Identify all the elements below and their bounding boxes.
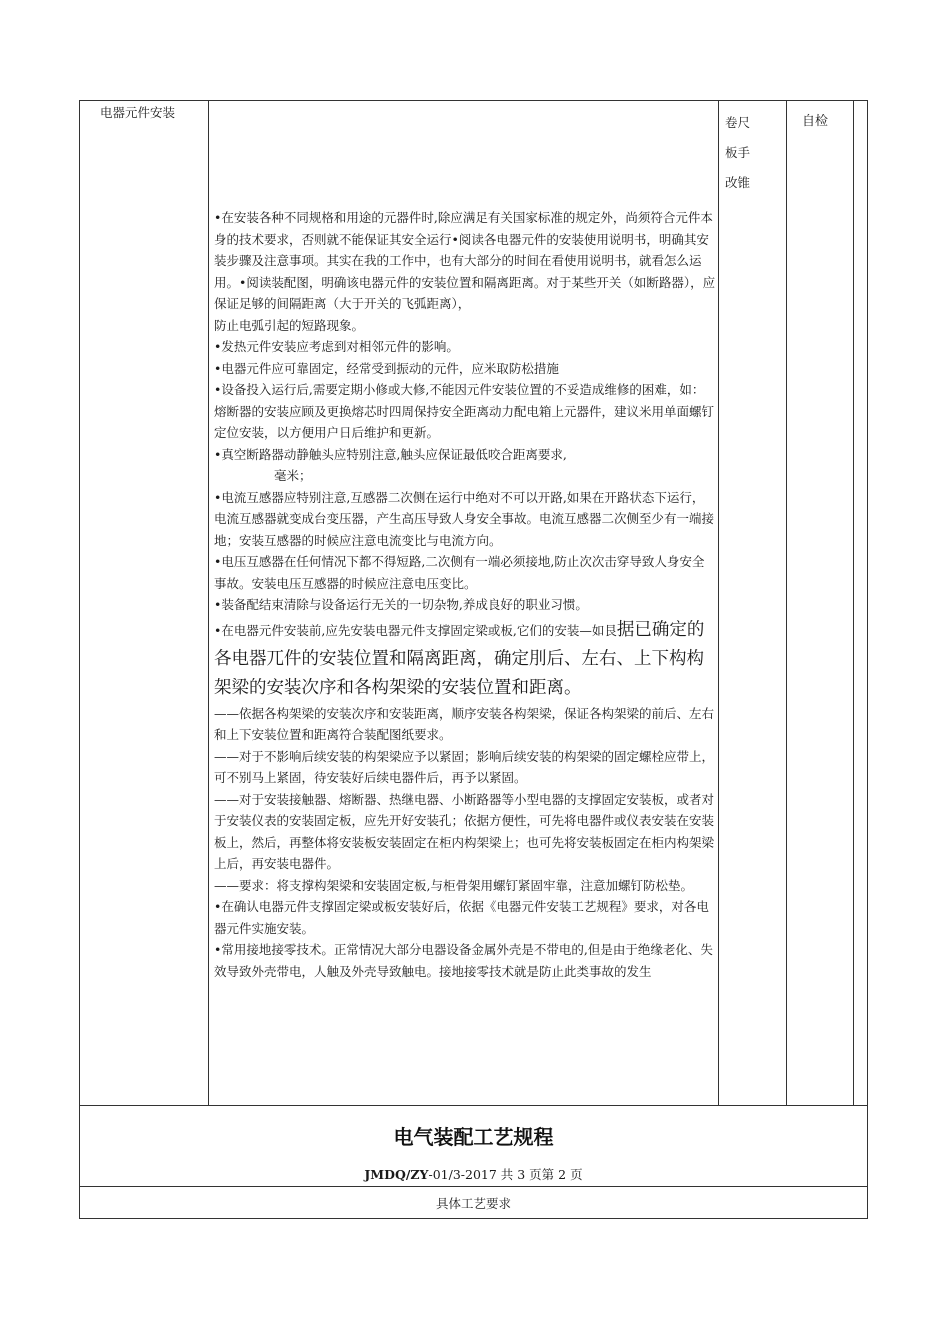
paragraph: ——依据各构架梁的安装次序和安装距离，顺序安装各构架梁，保证各构架梁的前后、左右和上下安装位置和距离符合装配图纸要求。 — [214, 705, 715, 742]
tool-item: 板手 — [725, 145, 751, 160]
paragraph: ——对于安装接触器、熔断器、热继电器、小断路器等小型电器的支撑固定安装板，或者对于安装仪表的安装固定板，应先开好安装孔；依据方便性，可先将电器件或仪表安装在安装板上，然后，再整体将安装板安装固定在柜内构架梁上；也可先将安装板固定在柜内构架梁上后，再安装电器件。 — [214, 791, 715, 871]
paragraph: ——要求：将支撑构架梁和安装固定板,与柜骨架用螺钉紧固牢靠，注意加螺钉防松垫。 — [214, 877, 693, 893]
tool-item: 卷尺 — [725, 115, 751, 130]
section-header: 具体工艺要求 — [435, 1196, 511, 1211]
tool-item: 改锥 — [725, 175, 751, 190]
paragraph: •电器元件应可靠固定，经常受到振动的元件，应米取防松措施 — [214, 360, 559, 376]
row-divider — [79, 1186, 868, 1187]
paragraph: •电压互感器在任何情况下都不得短路,二次侧有一端必须接地,防止次次击穿导致人身安全事故。安装电压互感器的时候应注意电压变比。 — [214, 554, 705, 591]
document-code-prefix: JMDQ/ZY — [364, 1167, 429, 1182]
paragraph: •电流互感器应特别注意,互感器二次侧在运行中绝对不可以开路,如果在开路状态下运行，电流互感器就变成台变压器，产生高压导致人身安全事故。电流互感器二次侧至少有一端接地；安装互感器的时候应注意电流变比与电流方向。 — [214, 489, 715, 548]
row-divider — [79, 1105, 868, 1106]
paragraph: •常用接地接零技术。正常情况大部分电器设备金属外壳是不带电的,但是由于绝缘老化、失效导致外壳带电，人触及外壳导致触电。接地接零技术就是防止此类事故的发生 — [214, 942, 713, 979]
paragraph — [214, 616, 716, 703]
column-divider — [718, 100, 719, 1106]
paragraph: 毫米； — [274, 468, 312, 483]
column-divider — [208, 100, 209, 1106]
document-code-suffix: -01/3-2017 共 3 页第 2 页 — [428, 1167, 583, 1182]
paragraph: •设备投入运行后,需要定期小修或大修,不能因元件安装位置的不妥造成维修的困难，如：熔断器的安装应顾及更换熔芯时四周保持安全距离动力配电箱上元器件，建议米用单面螺钉定位安装，以方便用户日后维护和更新。 — [214, 382, 715, 440]
paragraph: •发热元件安装应考虑到对相邻元件的影响。 — [214, 339, 459, 354]
column-divider — [786, 100, 787, 1106]
column-divider — [853, 100, 854, 1106]
process-requirements-text — [214, 207, 716, 982]
check-method: 自检 — [802, 114, 829, 129]
document-title: 电气装配工艺规程 — [393, 1125, 554, 1149]
tools-list — [725, 108, 780, 198]
paragraph: •装备配结束清除与设备运行无关的一切杂物,养成良好的职业习惯。 — [214, 597, 588, 612]
document-code — [79, 1165, 868, 1183]
step-label: 电器元件安装 — [100, 105, 176, 120]
paragraph: 防止电弧引起的短路现象。 — [214, 317, 365, 333]
paragraph: ——对于不影响后续安装的构架梁应予以紧固；影响后续安装的构架梁的固定螺栓应带上，可不别马上紧固，待安装好后续电器件后，再予以紧固。 — [214, 748, 715, 785]
paragraph: •在安装各种不同规格和用途的元器件时,除应满足有关国家标准的规定外，尚须符合元件本身的技术要求，否则就不能保证其安全运行•阅读各电器元件的安装使用说明书，明确其安装步骤及注意事项。其实在我的工作中，也有大部分的时间在看使用说明书，就看怎么运用。•阅读装配图，明确该电器元件的安装位置和隔离距离。对于某些开关（如断路器），应保证足够的间隔距离（大于开关的飞弧距离）， — [214, 210, 716, 311]
paragraph-tail-large: 据已确定的各电器兀件的安装位置和隔离距离，确定刖后、左右、上下构构架梁的安装次序和各构架梁的安装位置和距离。 — [214, 619, 705, 698]
paragraph: •真空断路器动静触头应特别注意,触头应保证最低咬合距离要求, — [214, 446, 567, 462]
paragraph-head: •在电器元件安装前,应先安装电器元件支撑固定梁或板,它们的安装—如艮 — [214, 622, 617, 638]
paragraph: •在确认电器元件支撑固定梁或板安装好后，依据《电器元件安装工艺规程》要求，对各电器元件实施安装。 — [214, 899, 709, 936]
